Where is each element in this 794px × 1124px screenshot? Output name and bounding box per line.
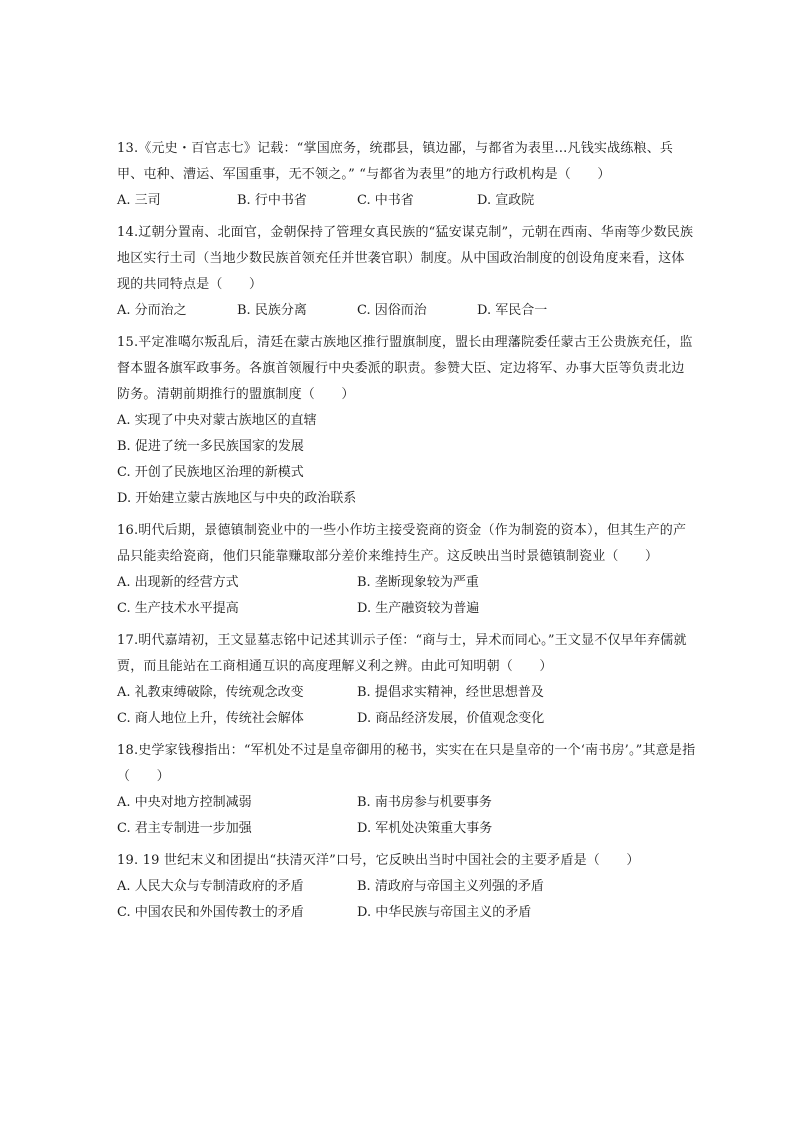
- option-a: A. 人民大众与专制清政府的矛盾: [117, 879, 304, 894]
- option-d: D. 中华民族与帝国主义的矛盾: [357, 905, 532, 920]
- options-column: [117, 408, 697, 512]
- question-stem: 17.明代嘉靖初，王文显墓志铭中记述其训示子侄：“商与士，异术而同心。”王文显不仅早年弃儒就贾，而且能站在工商相通互识的高度理解义利之辨。由此可知明朝（ ）: [117, 633, 687, 674]
- option-c: C. 因俗而治: [357, 303, 427, 318]
- question-19: [117, 848, 697, 926]
- question-14: [117, 220, 697, 324]
- option-b: B. 行中书省: [237, 193, 307, 208]
- option-a: A. 出现新的经营方式: [117, 575, 239, 590]
- options-row: [117, 298, 697, 324]
- option-b: B. 民族分离: [237, 303, 307, 318]
- options-grid: [117, 790, 697, 842]
- option-a: A. 中央对地方控制减弱: [117, 795, 252, 810]
- question-stem: 15.平定准噶尔叛乱后，清廷在蒙古族地区推行盟旗制度，盟长由理藩院委任蒙古王公贵族充任，监督本盟各旗军政事务。各旗首领履行中央委派的职责。参赞大臣、定边将军、办事大臣等负责北边防务。清朝前期推行的盟旗制度（ ）: [117, 335, 693, 402]
- option-d: D. 商品经济发展，价值观念变化: [357, 711, 545, 726]
- question-17: [117, 628, 697, 732]
- option-b: B. 促进了统一多民族国家的发展: [117, 439, 304, 454]
- option-a: A. 实现了中央对蒙古族地区的直辖: [117, 413, 317, 428]
- question-15: [117, 330, 697, 512]
- option-d: D. 军机处决策重大事务: [357, 821, 493, 836]
- option-c: C. 生产技术水平提高: [117, 601, 239, 616]
- option-d: D. 宣政院: [477, 193, 535, 208]
- exam-page: [117, 136, 697, 932]
- question-18: [117, 738, 697, 842]
- option-b: B. 垄断现象较为严重: [357, 575, 479, 590]
- options-row: [117, 188, 697, 214]
- option-a: A. 礼教束缚破除，传统观念改变: [117, 685, 304, 700]
- question-stem: 13.《元史・百官志七》记载：“掌国庶务，统郡县，镇边鄙，与都省为表里…凡钱实战练粮、兵甲、屯种、漕运、军国重事，无不领之。” “与都省为表里”的地方行政机构是（ ）: [117, 141, 674, 182]
- option-d: D. 生产融资较为普遍: [357, 601, 480, 616]
- question-stem: 16.明代后期，景德镇制瓷业中的一些小作坊主接受瓷商的资金（作为制瓷的资本），但其生产的产品只能卖给瓷商，他们只能靠赚取部分差价来维持生产。这反映出当时景德镇制瓷业（ ）: [117, 523, 687, 564]
- option-b: B. 清政府与帝国主义列强的矛盾: [357, 879, 544, 894]
- option-a: A. 三司: [117, 193, 161, 208]
- options-grid: [117, 570, 697, 622]
- question-stem: 19. 19 世纪末义和团提出“扶清灭洋”口号，它反映出当时中国社会的主要矛盾是（ ）: [117, 853, 640, 868]
- question-stem: 14.辽朝分置南、北面官，金朝保持了管理女真民族的“猛安谋克制”，元朝在西南、华南等少数民族地区实行土司（当地少数民族首领充任并世袭官职）制度。从中国政治制度的创设角度来看，这体现的共同特点是（ ）: [117, 225, 694, 292]
- option-a: A. 分而治之: [117, 303, 187, 318]
- question-stem: 18.史学家钱穆指出：“军机处不过是皇帝御用的秘书，实实在在只是皇帝的一个‘南书房’。”其意是指（ ）: [117, 743, 696, 784]
- option-d: D. 开始建立蒙古族地区与中央的政治联系: [117, 491, 357, 506]
- option-c: C. 中书省: [357, 193, 414, 208]
- question-13: [117, 136, 697, 214]
- option-c: C. 中国农民和外国传教士的矛盾: [117, 905, 304, 920]
- question-16: [117, 518, 697, 622]
- option-c: C. 君主专制进一步加强: [117, 821, 252, 836]
- option-b: B. 南书房参与机要事务: [357, 795, 492, 810]
- option-c: C. 商人地位上升，传统社会解体: [117, 711, 304, 726]
- options-grid: [117, 680, 697, 732]
- options-grid: [117, 874, 697, 926]
- option-c: C. 开创了民族地区治理的新模式: [117, 465, 304, 480]
- option-b: B. 提倡求实精神，经世思想普及: [357, 685, 544, 700]
- option-d: D. 军民合一: [477, 303, 548, 318]
